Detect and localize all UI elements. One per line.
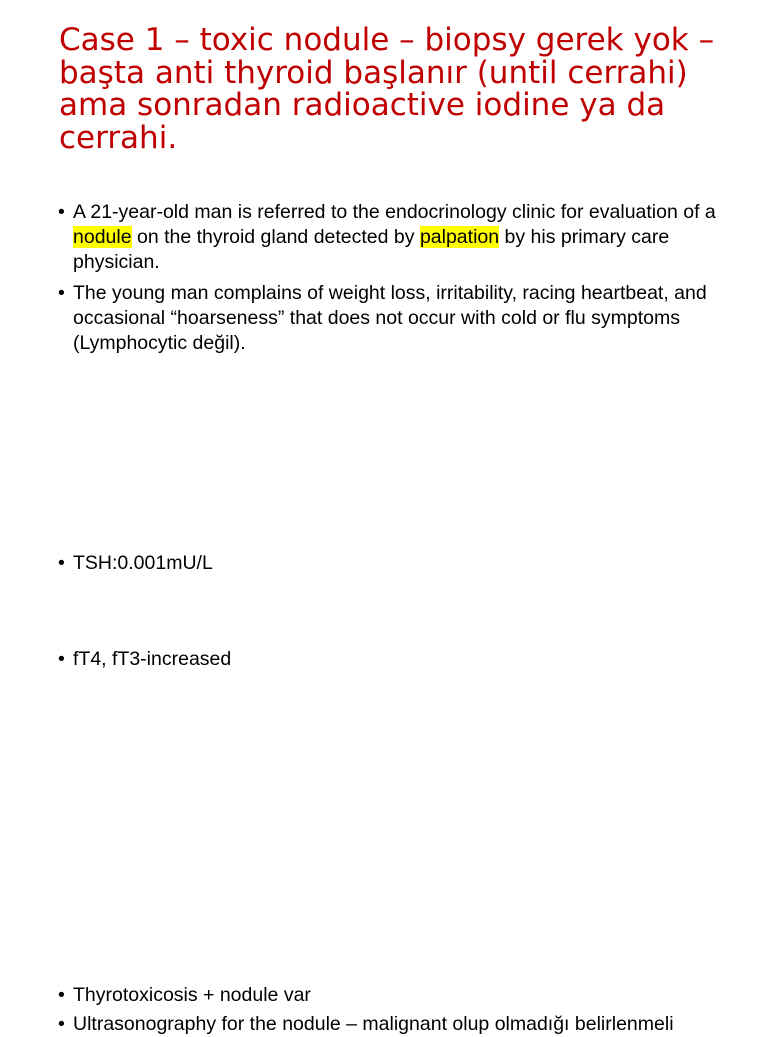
bullet-text: Thyrotoxicosis + nodule var bbox=[73, 984, 311, 1006]
bullet-text: by his primary care physician. bbox=[73, 226, 670, 273]
bullet-text: The young man complains of weight loss, irritability, racing heartbeat, and occasional “hoarseness” that does not occur with cold or flu symptoms (Lymphocytic değil). bbox=[73, 282, 707, 354]
bullet-thyrotoxicosis bbox=[58, 983, 748, 1008]
bullet-symptoms bbox=[58, 281, 748, 356]
bullet-dot-icon: • bbox=[58, 282, 65, 304]
bullet-referral bbox=[58, 200, 748, 275]
bullet-ultrasonography bbox=[58, 1012, 748, 1037]
bullet-text: fT4, fT3-increased bbox=[73, 648, 232, 670]
bullet-dot-icon: • bbox=[58, 201, 65, 223]
highlight-palpation: palpation bbox=[419, 226, 500, 248]
slide-title: Case 1 – toxic nodule – biopsy gerek yok – başta anti thyroid başlanır (until cerrahi) ama sonradan radioactive iodine ya da cerrahi. bbox=[59, 22, 715, 156]
bullet-dot-icon: • bbox=[58, 552, 65, 574]
bullet-dot-icon: • bbox=[58, 648, 65, 670]
bullet-text: Ultrasonography for the nodule – malignant olup olmadığı belirlenmeli bbox=[73, 1013, 674, 1035]
bullet-text: on the thyroid gland detected by bbox=[131, 226, 420, 248]
highlight-nodule: nodule bbox=[73, 226, 132, 248]
bullet-tsh bbox=[58, 551, 748, 576]
bullet-text: A 21-year-old man is referred to the endocrinology clinic for evaluation of a bbox=[73, 201, 716, 223]
bullet-dot-icon: • bbox=[58, 984, 65, 1006]
bullet-ft4-ft3 bbox=[58, 647, 748, 672]
bullet-text: TSH:0.001mU/L bbox=[73, 552, 213, 574]
bullet-dot-icon: • bbox=[58, 1013, 65, 1035]
